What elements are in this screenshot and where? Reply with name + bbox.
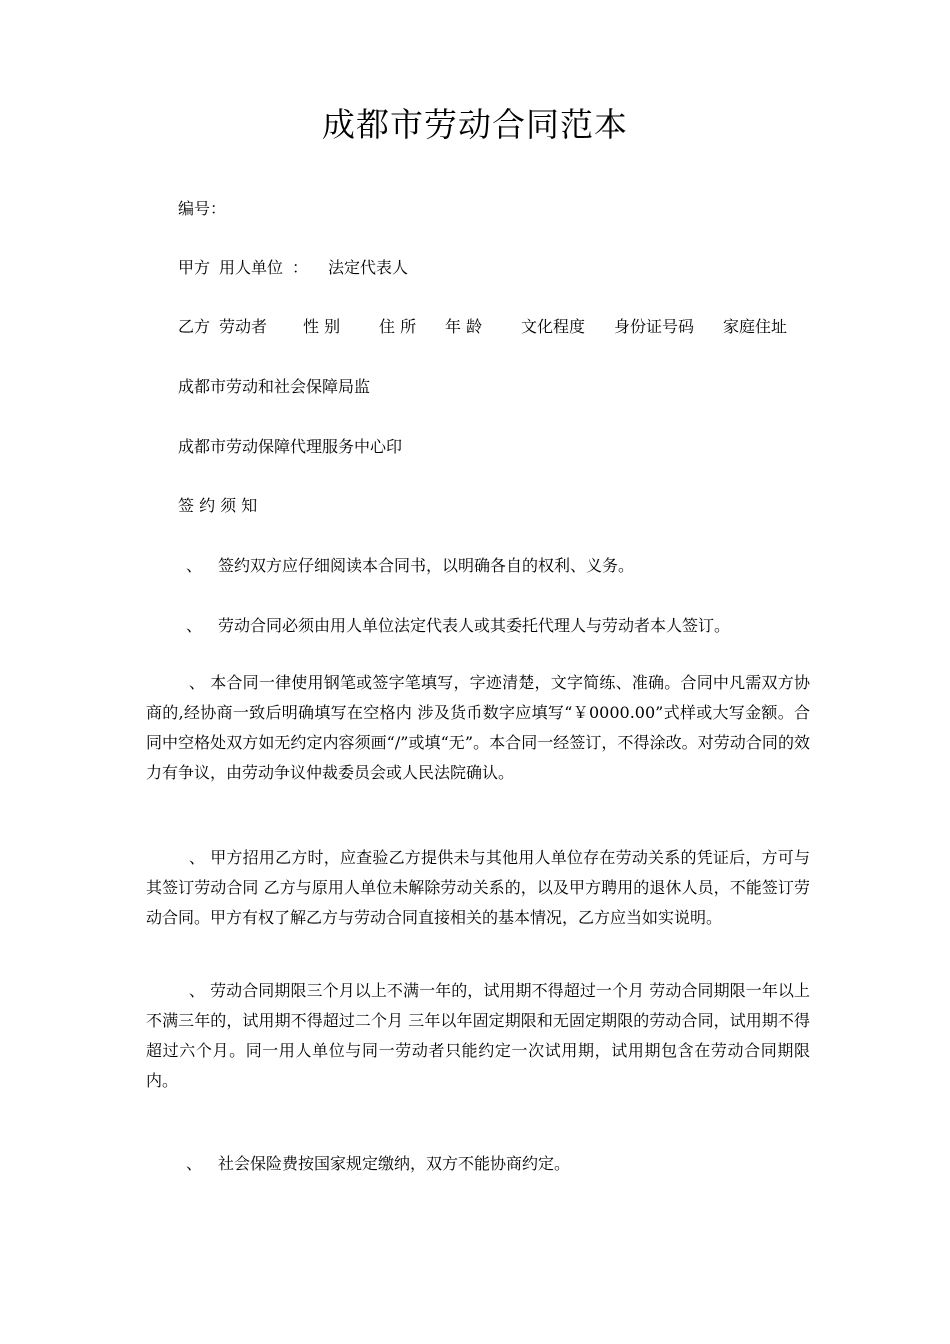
notice-item <box>146 976 810 1096</box>
document-title: 成都市劳动合同范本 <box>322 105 628 144</box>
notice-item-text: 劳动合同期限三个月以上不满一年的，试用期不得超过一个月 劳动合同期限一年以上不满三年的，试用期不得超过二个月 三年以年固定期限和无固定期限的劳动合同，试用期不得超过六个月。同一用人单位与同一劳动者只能约定一次试用期，试用期包含在劳动合同期限内。 <box>146 981 810 1090</box>
notice-item-text: 签约双方应仔细阅读本合同书，以明确各自的权利、义务。 <box>218 556 635 575</box>
party-a-colon: ： <box>292 258 309 277</box>
notice-item-text: 社会保险费按国家规定缴纳，双方不能协商约定。 <box>218 1154 571 1173</box>
party-b-label: 乙方 <box>178 317 211 336</box>
notice-item-mark: 、 <box>188 981 205 1000</box>
party-a-employer: 用人单位 <box>219 258 284 277</box>
notice-item-mark: 、 <box>186 1154 203 1173</box>
party-b-field-worker: 劳动者 <box>219 317 268 336</box>
agency-seal-line: 成都市劳动保障代理服务中心印 <box>178 437 403 456</box>
notice-item-text: 本合同一律使用钢笔或签字笔填写，字迹清楚，文字简练、准确。合同中凡需双方协商的,经协商一致后明确填写在空格内 涉及货币数字应填写“￥0000.00”式样或大写金额。合同中空格处双方如无约定内容须画“/”或填“无”。本合同一经签订，不得涂改。对劳动合同的效力有争议，由劳动争议仲裁委员会或人民法院确认。 <box>146 673 810 782</box>
party-b-field-age: 年 龄 <box>445 317 483 336</box>
party-b-row <box>178 316 818 338</box>
notice-item-mark: 、 <box>186 616 203 635</box>
notice-item <box>146 668 810 788</box>
notice-heading: 签 约 须 知 <box>178 496 258 515</box>
party-b-field-id-number: 身份证号码 <box>614 317 695 336</box>
notice-item <box>186 615 730 637</box>
number-label: 编号： <box>178 199 227 218</box>
party-b-field-gender: 性 别 <box>303 317 341 336</box>
notice-item <box>186 555 634 577</box>
notice-item <box>146 843 810 933</box>
notice-item-mark: 、 <box>186 556 203 575</box>
notice-item-mark: 、 <box>188 673 205 692</box>
notice-item-mark: 、 <box>188 848 205 867</box>
party-a-legal-rep: 法定代表人 <box>328 258 409 277</box>
party-b-field-home-address: 家庭住址 <box>723 317 788 336</box>
party-b-field-education: 文化程度 <box>521 317 586 336</box>
notice-item-text: 劳动合同必须由用人单位法定代表人或其委托代理人与劳动者本人签订。 <box>218 616 731 635</box>
party-b-field-residence: 住 所 <box>379 317 417 336</box>
notice-item-text: 甲方招用乙方时，应查验乙方提供未与其他用人单位存在劳动关系的凭证后，方可与其签订劳动合同 乙方与原用人单位未解除劳动关系的，以及甲方聘用的退休人员，不能签订劳动合同。甲方有权了解乙方与劳动合同直接相关的基本情况，乙方应当如实说明。 <box>146 848 810 927</box>
party-a-row <box>178 257 478 279</box>
party-a-label: 甲方 <box>178 258 211 277</box>
supervisor-line: 成都市劳动和社会保障局监 <box>178 377 371 396</box>
notice-item <box>186 1153 570 1175</box>
